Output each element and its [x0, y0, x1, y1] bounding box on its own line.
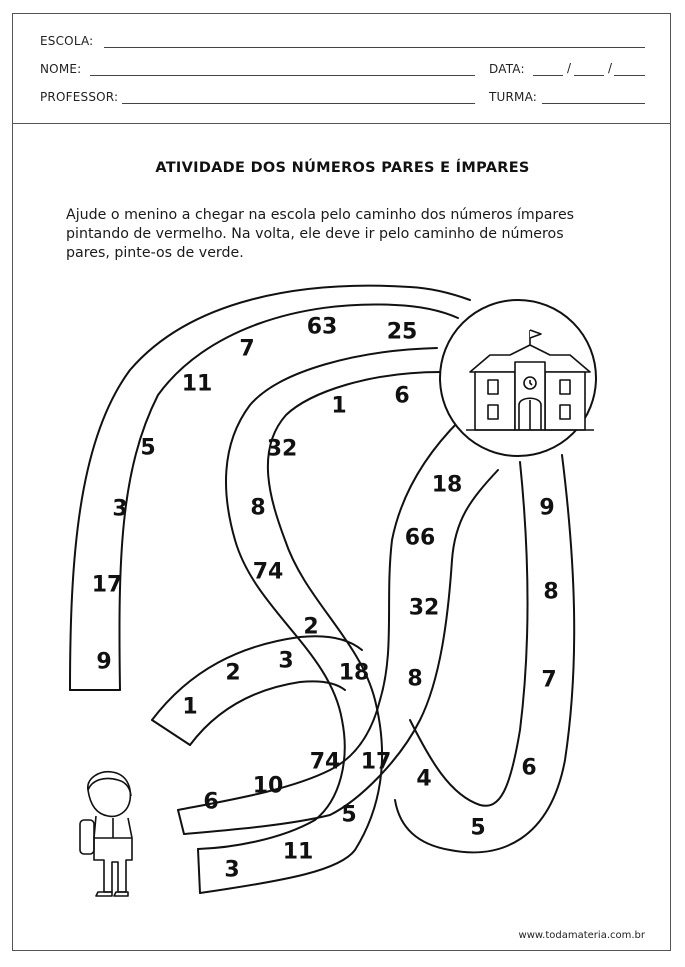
date-separator: /	[567, 61, 572, 75]
name-label: NOME:	[40, 62, 82, 76]
maze-number[interactable]: 32	[408, 595, 440, 621]
footer-site: www.todamateria.com.br	[518, 930, 645, 941]
school-label: ESCOLA:	[40, 34, 94, 48]
maze-path-outer	[119, 304, 458, 690]
student-boy-icon	[80, 772, 132, 896]
maze-number[interactable]: 3	[112, 496, 128, 522]
maze-number[interactable]: 2	[303, 614, 319, 640]
maze-number[interactable]: 9	[539, 495, 555, 521]
maze-number[interactable]: 6	[521, 755, 537, 781]
activity-instructions: Ajude o menino a chegar na escola pelo caminho dos números ímpares pintando de vermelho. Na volta, ele deve ir pelo caminho de números pares, pinte-os de verde.	[66, 207, 575, 261]
maze-path-right	[410, 462, 528, 806]
maze-number[interactable]: 6	[203, 789, 219, 815]
maze-number[interactable]: 18	[338, 660, 370, 686]
maze-number[interactable]: 5	[470, 815, 486, 841]
maze-number[interactable]: 8	[407, 666, 423, 692]
maze-number[interactable]: 8	[543, 579, 559, 605]
maze-number[interactable]: 74	[252, 559, 284, 585]
teacher-label: PROFESSOR:	[40, 90, 119, 104]
date-separator: /	[608, 61, 613, 75]
maze-number[interactable]: 5	[140, 435, 156, 461]
maze-number[interactable]: 74	[309, 749, 341, 775]
maze-number[interactable]: 7	[239, 336, 255, 362]
maze-number[interactable]: 11	[282, 839, 314, 865]
class-label: TURMA:	[489, 90, 538, 104]
maze-number[interactable]: 18	[431, 472, 463, 498]
maze-number[interactable]: 32	[266, 436, 298, 462]
maze-number[interactable]: 11	[181, 371, 213, 397]
maze-number[interactable]: 3	[278, 648, 294, 674]
maze-number[interactable]: 7	[541, 667, 557, 693]
activity-title: ATIVIDADE DOS NÚMEROS PARES E ÍMPARES	[155, 160, 530, 176]
maze-number[interactable]: 2	[225, 660, 241, 686]
maze-number[interactable]: 8	[250, 495, 266, 521]
maze-number[interactable]: 1	[182, 694, 198, 720]
date-label: DATA:	[489, 62, 525, 76]
maze-number[interactable]: 5	[341, 802, 357, 828]
maze-number[interactable]: 1	[331, 393, 347, 419]
maze-number[interactable]: 4	[416, 766, 432, 792]
maze-number[interactable]: 17	[91, 572, 123, 598]
maze-number[interactable]: 17	[360, 749, 392, 775]
maze-number[interactable]: 25	[386, 319, 418, 345]
maze-number[interactable]: 6	[394, 383, 410, 409]
maze-number[interactable]: 10	[252, 773, 284, 799]
maze-path-hook	[190, 681, 345, 745]
maze-number[interactable]: 63	[306, 314, 338, 340]
maze-number[interactable]: 9	[96, 649, 112, 675]
maze-number[interactable]: 66	[404, 525, 436, 551]
maze-number[interactable]: 3	[224, 857, 240, 883]
